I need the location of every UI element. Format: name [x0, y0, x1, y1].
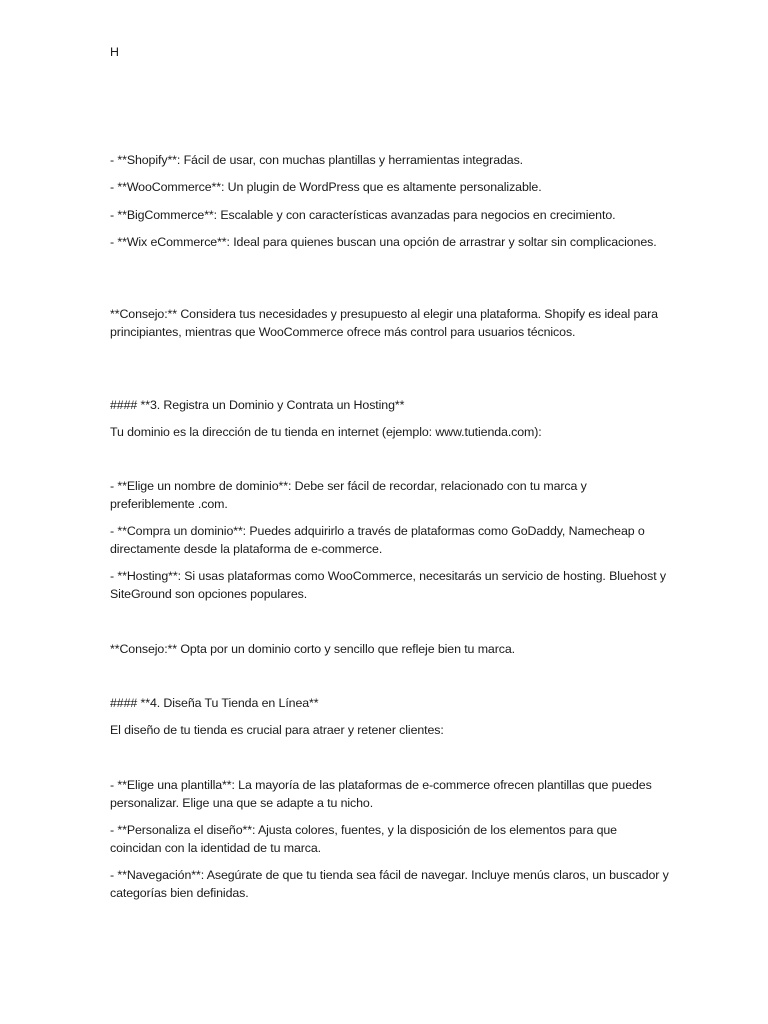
list-item-shopify: - **Shopify**: Fácil de usar, con muchas plantillas y herramientas integradas. [110, 153, 524, 167]
list-item-template: - **Elige una plantilla**: La mayoría de las plataformas de e-commerce ofrecen plantillas que puedes personalizar. Elige una que se adapte a tu nicho. [110, 778, 652, 810]
header-mark: H [110, 45, 119, 59]
list-item-woocommerce: - **WooCommerce**: Un plugin de WordPress que es altamente personalizable. [110, 180, 542, 194]
list-item-choose-domain: - **Elige un nombre de dominio**: Debe ser fácil de recordar, relacionado con tu marca y preferiblemente .com. [110, 479, 587, 511]
section-heading-domain: #### **3. Registra un Dominio y Contrata un Hosting** [110, 398, 405, 412]
list-item-hosting: - **Hosting**: Si usas plataformas como WooCommerce, necesitarás un servicio de hosting. Bluehost y SiteGround son opciones populares. [110, 569, 666, 601]
list-item-bigcommerce: - **BigCommerce**: Escalable y con características avanzadas para negocios en crecimiento. [110, 208, 616, 222]
section-heading-design: #### **4. Diseña Tu Tienda en Línea** [110, 696, 319, 710]
paragraph-design-intro: El diseño de tu tienda es crucial para atraer y retener clientes: [110, 723, 444, 737]
list-item-navigation: - **Navegación**: Asegúrate de que tu tienda sea fácil de navegar. Incluye menús claros, un buscador y categorías bien definidas. [110, 868, 669, 900]
tip-paragraph-domain: **Consejo:** Opta por un dominio corto y sencillo que refleje bien tu marca. [110, 642, 515, 656]
tip-paragraph-platform: **Consejo:** Considera tus necesidades y presupuesto al elegir una plataforma. Shopify es ideal para principiantes, mientras que WooCommerce ofrece más control para usuarios técnicos. [110, 307, 658, 339]
paragraph-domain-intro: Tu dominio es la dirección de tu tienda en internet (ejemplo: www.tutienda.com): [110, 425, 542, 439]
list-item-buy-domain: - **Compra un dominio**: Puedes adquirirlo a través de plataformas como GoDaddy, Namecheap o directamente desde la plataforma de e-commerce. [110, 524, 645, 556]
list-item-wix: - **Wix eCommerce**: Ideal para quienes buscan una opción de arrastrar y soltar sin complicaciones. [110, 235, 657, 249]
list-item-customize: - **Personaliza el diseño**: Ajusta colores, fuentes, y la disposición de los elementos para que coincidan con la identidad de tu marca. [110, 823, 617, 855]
